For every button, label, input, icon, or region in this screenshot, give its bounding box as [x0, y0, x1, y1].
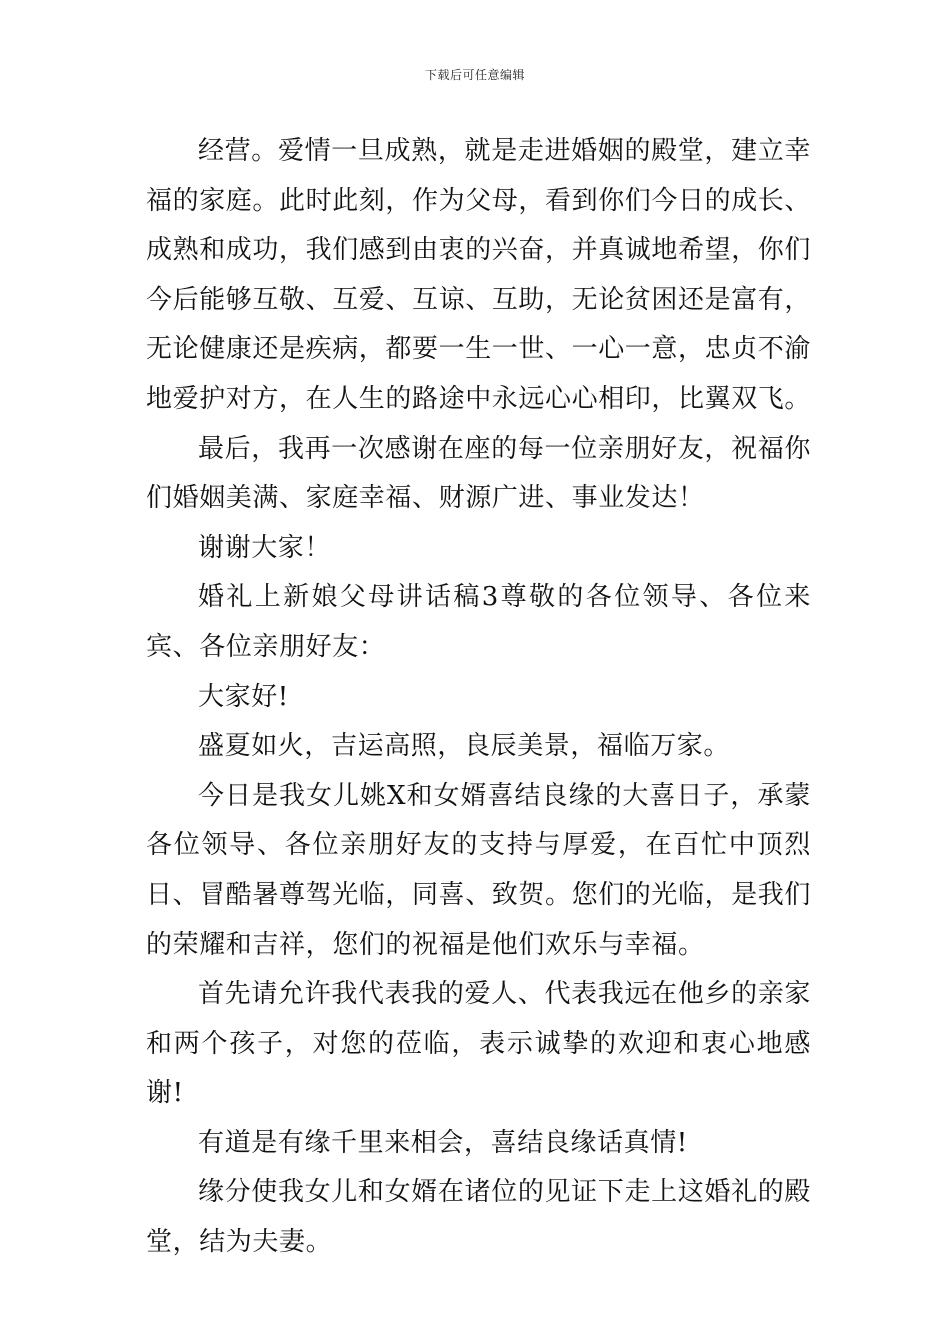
- header-note: 下载后可任意编辑: [424, 68, 525, 82]
- paragraph: 最后，我再一次感谢在座的每一位亲朋好友，祝福你们婚姻美满、家庭幸福、财源广进、事业发达！: [146, 433, 811, 514]
- paragraph: 经营。爱情一旦成熟，就是走进婚姻的殿堂，建立幸福的家庭。此时此刻，作为父母，看到你们今日的成长、成熟和成功，我们感到由衷的兴奋，并真诚地希望，你们今后能够互敬、互爱、互谅、互助，无论贫困还是富有，无论健康还是疾病，都要一生一世、一心一意，忠贞不渝地爱护对方，在人生的路途中永远心心相印，比翼双飞。: [146, 136, 812, 414]
- paragraph: 缘分使我女儿和女婿在诸位的见证下走上这婚礼的殿堂，结为夫妻。: [146, 1177, 811, 1258]
- paragraph: 有道是有缘千里来相会，喜结良缘话真情!: [198, 1127, 688, 1158]
- paragraph: 谢谢大家！: [198, 532, 332, 563]
- paragraph: 大家好!: [198, 681, 289, 712]
- paragraph: 今日是我女儿姚X和女婿喜结良缘的大喜日子，承蒙各位领导、各位亲朋好友的支持与厚爱，在百忙中顶烈日、冒酷暑尊驾光临，同喜、致贺。您们的光临，是我们的荣耀和吉祥，您们的祝福是他们欢乐与幸福。: [146, 780, 812, 960]
- paragraph: 盛夏如火，吉运高照，良辰美景，福临万家。: [198, 731, 731, 762]
- paragraph: 首先请允许我代表我的爱人、代表我远在他乡的亲家和两个孩子，对您的莅临，表示诚挚的欢迎和衷心地感谢!: [146, 979, 811, 1109]
- paragraph: 婚礼上新娘父母讲话稿3尊敬的各位领导、各位来宾、各位亲朋好友：: [146, 582, 811, 662]
- document-body: [146, 127, 811, 1268]
